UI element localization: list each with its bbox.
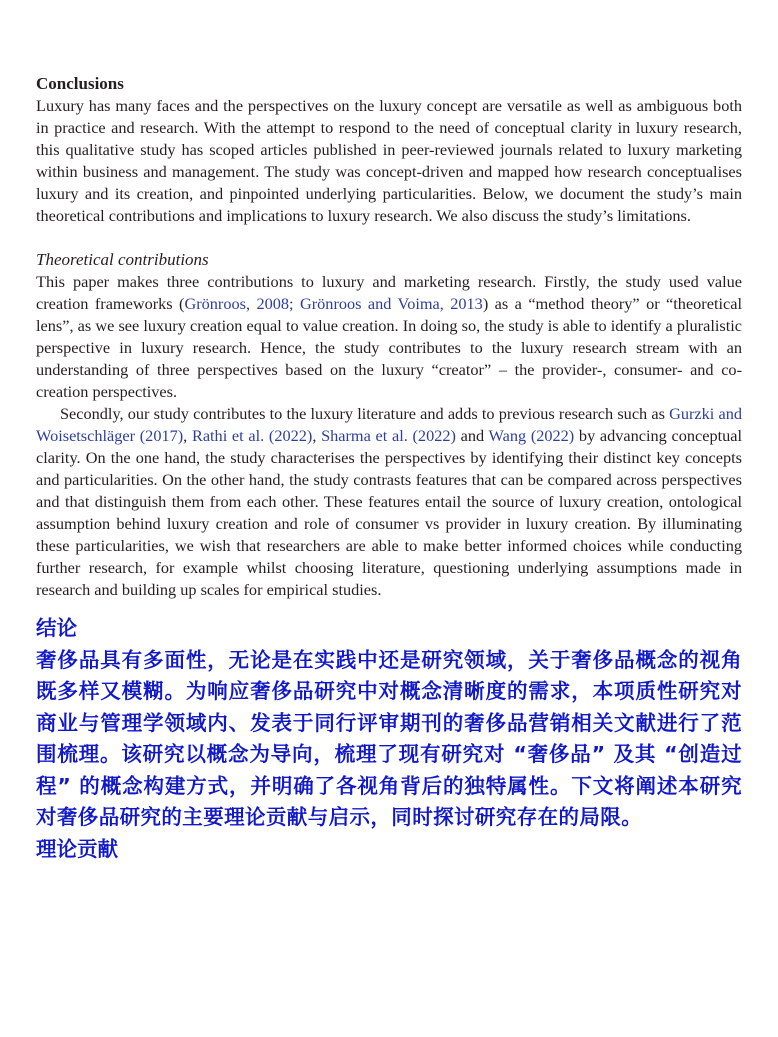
p1-text-after: ) as a “method theory” or “theoretical lens”, as we see luxury creation equal to value creation. In doing so, the study is able to identify a pluralistic perspective in luxury research. Hence, the study contributes to the luxury research stream with an understanding of three perspectives based on the luxury “creator” – the provider-, consumer- and co-creation perspectives. — [36, 294, 742, 401]
p2-separator-1: , — [183, 426, 192, 445]
chinese-translation-section — [36, 613, 742, 865]
page — [36, 73, 742, 865]
translation-heading: 结论 — [36, 616, 77, 640]
p2-text-after: by advancing conceptual clarity. On the one hand, the study characterises the perspectives by identifying their distinct key concepts and particularities. On the other hand, the study contrasts features that can be compared across perspectives and that distinguish them from each other. These features entail the source of luxury creation, ontological assumption behind luxury creation and role of consumer vs provider in luxury creation. By illuminating these particularities, we wish that researchers are able to make better informed choices while conducting further research, for example whilst choosing literature, questioning underlying assumptions made in research and building up scales for empirical studies. — [36, 426, 743, 599]
conclusions-paragraph: Luxury has many faces and the perspectives on the luxury concept are versatile as well as ambiguous both in practice and research. With the attempt to respond to the need of conceptual clarity in luxury research, this qualitative study has scoped articles published in peer-reviewed journals related to luxury marketing within business and management. The study was concept-driven and mapped how research conceptualises luxury and its creation, and pinpointed underlying particularities. Below, we document the study’s main theoretical contributions and implications to luxury research. We also discuss the study’s limitations. — [36, 96, 742, 225]
p1-text-before: This paper makes three contributions to luxury and marketing research. Firstly, the study used value creation frameworks ( — [36, 272, 742, 313]
contributions-paragraph-2 — [36, 403, 742, 601]
translation-paragraph: 奢侈品具有多面性，无论是在实践中还是研究领域，关于奢侈品概念的视角既多样又模糊。为响应奢侈品研究中对概念清晰度的需求，本项质性研究对商业与管理学领域内、发表于同行评审期刊的奢侈品营销相关文献进行了范围梳理。该研究以概念为导向，梳理了现有研究对 “奢侈品” 及其 “创造过程” 的概念构建方式，并明确了各视角背后的独特属性。下文将阐述本研究对奢侈品研究的主要理论贡献与启示，同时探讨研究存在的局限。 — [36, 647, 742, 829]
english-section — [36, 73, 742, 601]
conclusions-heading: Conclusions — [36, 74, 124, 93]
theoretical-contributions-heading: Theoretical contributions — [36, 250, 209, 269]
citation-link-sharma[interactable]: Sharma et al. (2022) — [321, 426, 456, 445]
p2-text-before: Secondly, our study contributes to the luxury literature and adds to previous research such as — [60, 404, 670, 423]
translation-subheading: 理论贡献 — [36, 836, 118, 861]
p2-separator-2: , — [312, 426, 322, 445]
contributions-paragraph-1 — [36, 271, 742, 403]
citation-link-wang[interactable]: Wang (2022) — [488, 426, 575, 445]
citation-link-gronroos[interactable]: Grönroos, 2008; Grönroos and Voima, 2013 — [184, 294, 483, 313]
citation-link-gurzki[interactable]: Gurzki and Woisetschläger (2017) — [36, 404, 742, 445]
p2-separator-3: and — [455, 426, 489, 445]
citation-link-rathi[interactable]: Rathi et al. (2022) — [191, 426, 313, 445]
